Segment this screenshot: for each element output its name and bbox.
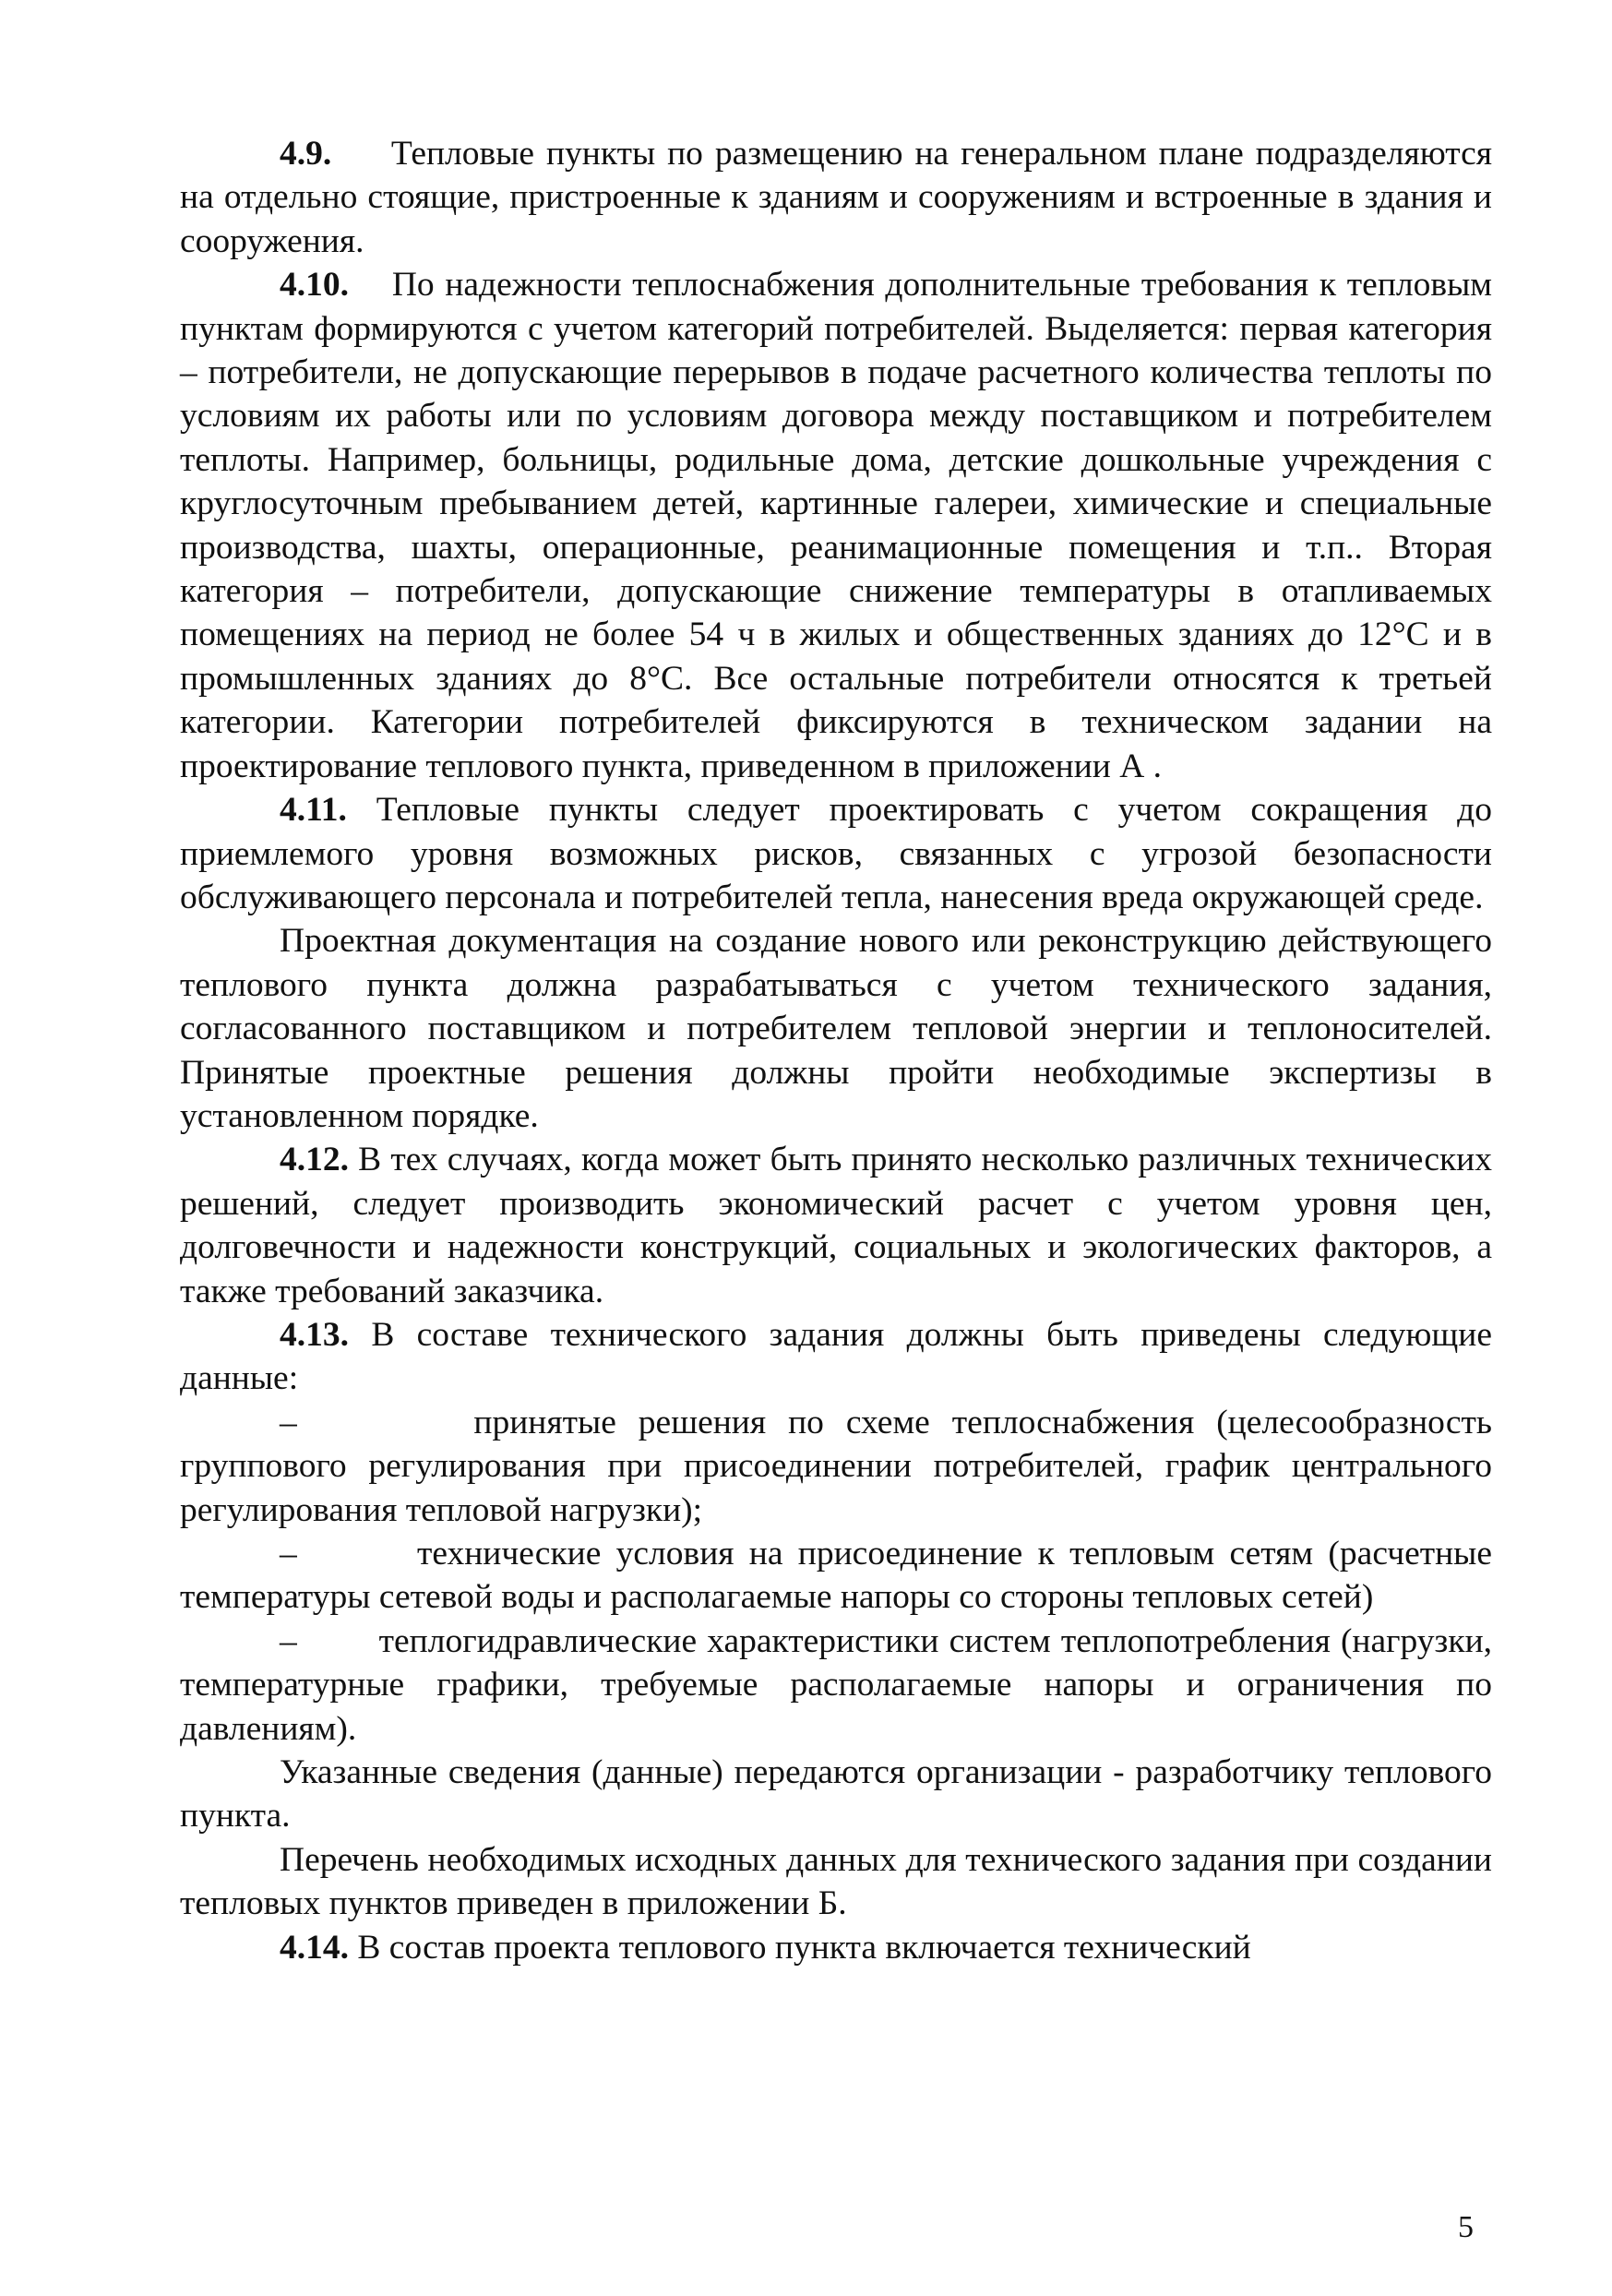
paragraph-text: В тех случаях, когда может быть принято несколько различных технических решений, следует производить экономический расчет с учетом уровня цен, долговечности и надежности конструкций, социальных и экологических факторов, а также требований заказчика. [180,1141,1493,1310]
body-text [180,132,1492,1969]
paragraph-4-9 [180,132,1492,263]
paragraph-text: В состав проекта теплового пункта включается технический [357,1928,1251,1967]
paragraph-4-11 [180,788,1492,919]
paragraph-text: Тепловые пункты следует проектировать с учетом сокращения до приемлемого уровня возможных рисков, связанных с угрозой безопасности обслуживающего персонала и потребителей тепла, нанесения вреда окружающей среде. [180,791,1492,916]
paragraph-text: Тепловые пункты по размещению на генеральном плане подразделяются на отдельно стоящие, пристроенные к зданиям и сооружениям и встроенные в здания и сооружения. [180,135,1493,260]
list-item-text: технические условия на присоединение к тепловым сетям (расчетные температуры сетевой воды и располагаемые напоры со стороны тепловых сетей) [180,1535,1493,1617]
paragraph-4-10 [180,263,1492,788]
clause-number: 4.10. [280,266,349,305]
dash-marker: – [280,1535,297,1573]
paragraph-appendix-b [180,1838,1492,1926]
dash-marker: – [280,1621,297,1660]
paragraph-text: Проектная документация на создание нового или реконструкцию действующего теплового пункта должна разрабатываться с учетом технического задания, согласованного поставщиком и потребителем тепловой энергии и теплоносителей. Принятые проектные решения должны пройти необходимые экспертизы в установленном порядке. [180,922,1492,1135]
paragraph-4-12 [180,1138,1492,1313]
list-item [180,1401,1492,1532]
paragraph-text: По надежности теплоснабжения дополнительные требования к тепловым пунктам формируются с учетом категорий потребителей. Выделяется: первая категория – потребители, не допускающие перерывов в подаче расчетного количества теплоты по условиям их работы или по условиям договора между поставщиком и потребителем теплоты. Например, больницы, родильные дома, детские дошкольные учреждения с круглосуточным пребыванием детей, картинные галереи, химические и специальные производства, шахты, операционные, реанимационные помещения и т.п.. Вторая категория – потребители, допускающие снижение температуры в отапливаемых помещениях на период не более 54 ч в жилых и общественных зданиях до 12°С и в промышленных зданиях до 8°С. Все остальные потребители относятся к третьей категории. Категории потребителей фиксируются в техническом задании на проектирование теплового пункта, приведенном в приложении А . [180,266,1492,785]
dash-marker: – [280,1403,297,1441]
paragraph-text: В составе технического задания должны быть приведены следующие данные: [180,1315,1492,1398]
clause-number: 4.12. [280,1141,349,1179]
paragraph-text: Перечень необходимых исходных данных для технического задания при создании тепловых пунктов приведен в приложении Б. [180,1840,1492,1923]
paragraph-data-transfer [180,1751,1492,1838]
clause-number: 4.14. [280,1928,349,1967]
paragraph-project-docs [180,919,1492,1138]
clause-number: 4.11. [280,791,347,830]
list-item-text: принятые решения по схеме теплоснабжения (целесообразность группового регулирования при присоединении потребителей, график центрального регулирования тепловой нагрузки); [180,1403,1493,1529]
paragraph-4-13 [180,1313,1492,1401]
paragraph-text: Указанные сведения (данные) передаются организации - разработчику теплового пункта. [180,1753,1492,1836]
clause-number: 4.13. [280,1315,349,1354]
list-item [180,1532,1492,1620]
paragraph-4-14 [180,1926,1492,1969]
clause-number: 4.9. [280,135,332,173]
list-item-text: теплогидравлические характеристики систем теплопотребления (нагрузки, температурные графики, требуемые располагаемые напоры и ограничения по давлениям). [180,1621,1493,1748]
page-number: 5 [1458,2210,1474,2244]
list-item [180,1620,1492,1751]
